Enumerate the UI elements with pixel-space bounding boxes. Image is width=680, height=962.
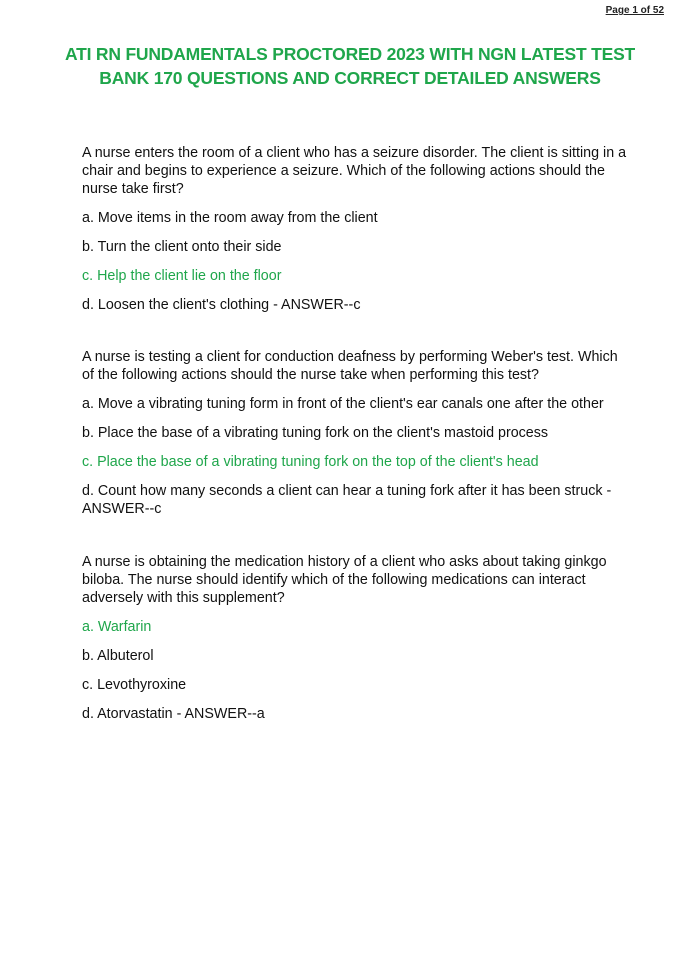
- question-2: [82, 348, 627, 518]
- answer-option-a-correct: a. Warfarin: [82, 619, 152, 635]
- answer-option-c: c. Levothyroxine: [82, 677, 187, 693]
- question-gap: [82, 529, 627, 553]
- page-number: Page 1 of 52: [605, 5, 664, 16]
- answer-option-d: d. Count how many seconds a client can hear a tuning fork after it has been struck - ANSWER--c: [82, 483, 612, 517]
- question-list: [82, 144, 627, 734]
- document-title: ATI RN FUNDAMENTALS PROCTORED 2023 WITH NGN LATEST TEST BANK 170 QUESTIONS AND CORRECT DETAILED ANSWERS: [64, 44, 636, 88]
- answer-option-c-correct: c. Place the base of a vibrating tuning fork on the top of the client's head: [82, 454, 539, 470]
- answer-option-a: a. Move a vibrating tuning form in front of the client's ear canals one after the other: [82, 396, 604, 412]
- answer-option-b: b. Turn the client onto their side: [82, 239, 282, 255]
- question-stem: A nurse is testing a client for conduction deafness by performing Weber's test. Which of the following actions should the nurse take when performing this test?: [82, 349, 618, 383]
- answer-option-b: b. Albuterol: [82, 648, 154, 664]
- question-gap: [82, 325, 627, 348]
- answer-option-b: b. Place the base of a vibrating tuning fork on the client's mastoid process: [82, 425, 549, 441]
- answer-option-d: d. Loosen the client's clothing - ANSWER--c: [82, 297, 361, 313]
- question-stem: A nurse is obtaining the medication history of a client who asks about taking ginkgo biloba. The nurse should identify which of the following medications can interact adversely with this supplement?: [82, 554, 607, 606]
- question-3: [82, 553, 627, 723]
- answer-option-a: a. Move items in the room away from the client: [82, 210, 378, 226]
- question-stem: A nurse enters the room of a client who has a seizure disorder. The client is sitting in a chair and begins to experience a seizure. Which of the following actions should the nurse take first?: [82, 145, 627, 197]
- question-1: [82, 144, 627, 314]
- answer-option-d: d. Atorvastatin - ANSWER--a: [82, 706, 265, 722]
- answer-option-c-correct: c. Help the client lie on the floor: [82, 268, 282, 284]
